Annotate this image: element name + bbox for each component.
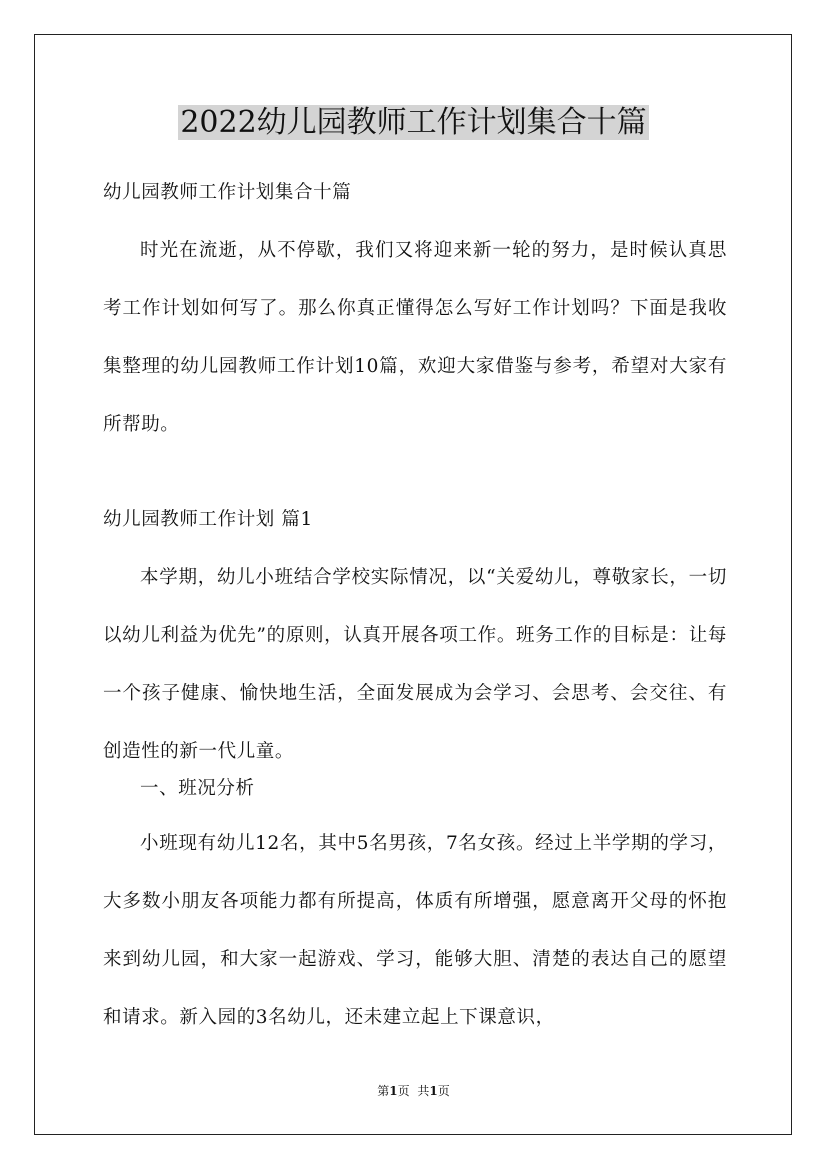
document-title-text: 2022幼儿园教师工作计划集合十篇 bbox=[180, 105, 647, 140]
intro-paragraph: 时光在流逝，从不停歇，我们又将迎来新一轮的努力，是时候认真思考工作计划如何写了。那么你真正懂得怎么写好工作计划吗？下面是我收集整理的幼儿园教师工作计划10篇，欢迎大家借鉴与参考，希望对大家有所帮助。 bbox=[103, 240, 727, 435]
document-title bbox=[0, 100, 827, 146]
section-heading: 幼儿园教师工作计划 篇1 bbox=[103, 509, 313, 530]
page-number-suffix: 页 bbox=[397, 1084, 410, 1098]
section-paragraph: 本学期，幼儿小班结合学校实际情况，以“关爱幼儿，尊敬家长，一切以幼儿利益为优先”的原则，认真开展各项工作。班务工作的目标是：让每一个孩子健康、愉快地生活，全面发展成为会学习、会思考、会交往、有创造性的新一代儿童。 bbox=[103, 567, 727, 762]
total-pages: 1 bbox=[429, 1084, 438, 1098]
subsection-heading: 一、班况分析 bbox=[140, 778, 255, 799]
page-number: 1 bbox=[389, 1084, 398, 1098]
total-pages-suffix: 页 bbox=[437, 1084, 450, 1098]
class-analysis-paragraph: 小班现有幼儿12名，其中5名男孩，7名女孩。经过上半学期的学习，大多数小朋友各项能力都有所提高，体质有所增强，愿意离开父母的怀抱来到幼儿园，和大家一起游戏、学习，能够大胆、清楚的表达自己的愿望和请求。新入园的3名幼儿，还未建立起上下课意识， bbox=[103, 833, 727, 1028]
total-pages-prefix: 共 bbox=[417, 1084, 430, 1098]
document-subtitle: 幼儿园教师工作计划集合十篇 bbox=[103, 182, 352, 203]
page-number-prefix: 第 bbox=[377, 1084, 390, 1098]
page-footer bbox=[0, 1083, 827, 1099]
